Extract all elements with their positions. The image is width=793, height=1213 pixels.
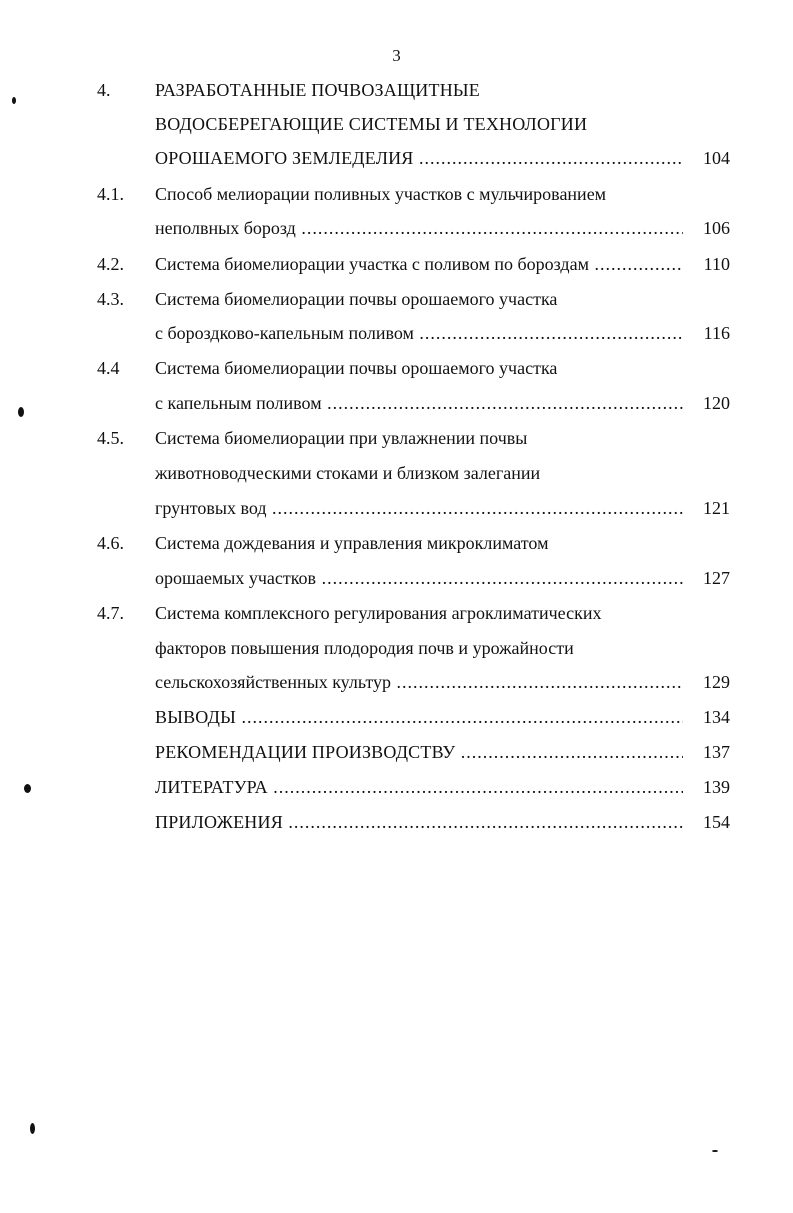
- toc-entry-4-line2: [0, 107, 793, 141]
- toc-entry-number: 4.7.: [97, 603, 124, 623]
- toc-entry-appendices: [0, 805, 793, 839]
- toc-entry-4-6-line2: [0, 561, 793, 595]
- toc-entry-title: с бороздково-капельным поливом .....: [155, 316, 683, 350]
- toc-entry-4-5-line3: [0, 491, 793, 525]
- toc-entry-4-1-line2: [0, 211, 793, 245]
- toc-entry-title: Система комплексного регулирования агроклиматических: [155, 603, 602, 623]
- toc-entry-number: 4.2.: [97, 254, 124, 274]
- toc-entry-title: Способ мелиорации поливных участков с мульчированием: [155, 184, 607, 204]
- toc-entry-4-1: [0, 177, 793, 211]
- toc-entry-4-6: [0, 526, 793, 560]
- toc-entry-title: ЛИТЕРАТУРА .....: [155, 770, 683, 804]
- toc-entry-4: [0, 73, 793, 107]
- toc-entry-4-4-line2: [0, 386, 793, 420]
- toc-page-number: 104: [703, 148, 730, 168]
- toc-page-number: 106: [703, 218, 730, 238]
- toc-entry-title: ОРОШАЕМОГО ЗЕМЛЕДЕЛИЯ .....: [155, 141, 683, 175]
- toc-entry-literature: [0, 770, 793, 804]
- toc-page-number: 120: [703, 393, 730, 413]
- scan-speck: [712, 1150, 718, 1152]
- toc-entry-title: животноводческими стоками и близком залегании: [155, 463, 541, 483]
- toc-entry-number: 4.4: [97, 358, 120, 378]
- toc-entry-4-3-line2: [0, 316, 793, 350]
- toc-page-number: 154: [703, 812, 730, 832]
- toc-entry-4-2: [0, 247, 793, 281]
- toc-page-number: 139: [703, 777, 730, 797]
- toc-entry-4-line3: [0, 141, 793, 175]
- toc-entry-4-7-line3: [0, 665, 793, 699]
- toc-entry-conclusions: [0, 700, 793, 734]
- toc-entry-4-7: [0, 596, 793, 630]
- toc-entry-4-4: [0, 351, 793, 385]
- toc-entry-title: ВЫВОДЫ .....: [155, 700, 683, 734]
- toc-entry-title: сельскохозяйственных культур .....: [155, 665, 683, 699]
- scan-speck: [12, 97, 16, 104]
- toc-page-number: 129: [703, 672, 730, 692]
- toc-entry-title: грунтовых вод .....: [155, 491, 683, 525]
- toc-entry-title: Система биомелиорации почвы орошаемого участка: [155, 358, 558, 378]
- scan-speck: [30, 1123, 35, 1134]
- toc-entry-title: Система биомелиорации участка с поливом по бороздам .....: [155, 247, 683, 281]
- toc-entry-4-7-line2: [0, 631, 793, 665]
- toc-entry-number: 4.: [97, 80, 111, 100]
- toc-page-number: 110: [703, 254, 730, 274]
- toc-entry-title: РЕКОМЕНДАЦИИ ПРОИЗВОДСТВУ .....: [155, 735, 683, 769]
- toc-entry-title: ВОДОСБЕРЕГАЮЩИЕ СИСТЕМЫ И ТЕХНОЛОГИИ: [155, 114, 588, 134]
- toc-entry-recommendations: [0, 735, 793, 769]
- toc-entry-number: 4.6.: [97, 533, 124, 553]
- toc-entry-title: факторов повышения плодородия почв и урожайности: [155, 638, 574, 658]
- scan-speck: [18, 407, 24, 417]
- toc-entry-title: ПРИЛОЖЕНИЯ .....: [155, 805, 683, 839]
- toc-entry-number: 4.5.: [97, 428, 124, 448]
- toc-entry-title: неполвных борозд .....: [155, 211, 683, 245]
- toc-entry-title: с капельным поливом .....: [155, 386, 683, 420]
- toc-page-number: 134: [703, 707, 730, 727]
- toc-entry-4-5: [0, 421, 793, 455]
- toc-page-number: 121: [703, 498, 730, 518]
- toc-entry-title: Система биомелиорации почвы орошаемого участка: [155, 289, 558, 309]
- toc-entry-title: Система биомелиорации при увлажнении почвы: [155, 428, 528, 448]
- toc-entry-title: орошаемых участков .....: [155, 561, 683, 595]
- toc-entry-4-3: [0, 282, 793, 316]
- toc-entry-title: Система дождевания и управления микроклиматом: [155, 533, 549, 553]
- toc-entry-number: 4.3.: [97, 289, 124, 309]
- toc-entry-number: 4.1.: [97, 184, 124, 204]
- toc-page-number: 116: [703, 323, 730, 343]
- scan-speck: [24, 784, 31, 793]
- toc-page-number: 137: [703, 742, 730, 762]
- page-number: 3: [392, 46, 401, 65]
- toc-entry-4-5-line2: [0, 456, 793, 490]
- toc-entry-title: РАЗРАБОТАННЫЕ ПОЧВОЗАЩИТНЫЕ: [155, 80, 480, 100]
- toc-page-number: 127: [703, 568, 730, 588]
